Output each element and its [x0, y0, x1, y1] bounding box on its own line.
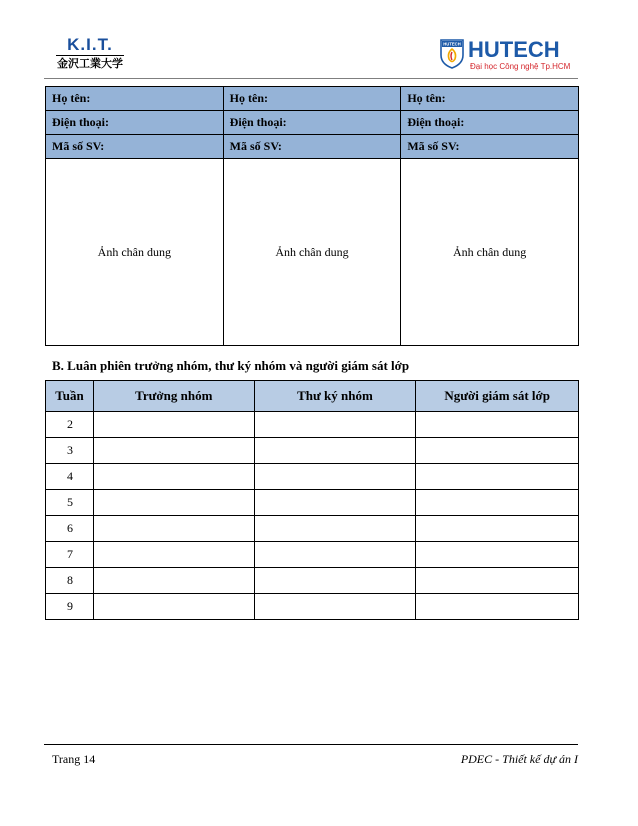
week-number: 7 [46, 542, 94, 568]
supervisor-cell[interactable] [416, 438, 579, 464]
week-number: 8 [46, 568, 94, 594]
phone-label: Điện thoại: [223, 111, 401, 135]
document-title: PDEC - Thiết kế dự án I [460, 752, 578, 766]
student-id-label: Mã số SV: [401, 135, 579, 159]
student-id-label: Mã số SV: [46, 135, 224, 159]
leader-cell[interactable] [93, 412, 254, 438]
leader-cell[interactable] [93, 594, 254, 620]
page-header [44, 36, 578, 78]
week-number: 2 [46, 412, 94, 438]
section-b-title: B. Luân phiên trưởng nhóm, thư ký nhóm và người giám sát lớp [52, 358, 410, 373]
rotation-header-row [46, 381, 579, 412]
hutech-logo-name: HUTECH [468, 37, 560, 62]
week-number: 4 [46, 464, 94, 490]
table-row [46, 490, 579, 516]
secretary-cell[interactable] [254, 438, 416, 464]
secretary-cell[interactable] [254, 412, 416, 438]
week-number: 3 [46, 438, 94, 464]
supervisor-cell[interactable] [416, 516, 579, 542]
leader-cell[interactable] [93, 490, 254, 516]
leader-cell[interactable] [93, 568, 254, 594]
photo-row [46, 159, 579, 346]
table-row [46, 438, 579, 464]
secretary-cell[interactable] [254, 490, 416, 516]
column-header-supervisor: Người giám sát lớp [416, 381, 579, 412]
hutech-shield-icon [440, 39, 464, 69]
name-label: Họ tên: [223, 87, 401, 111]
supervisor-cell[interactable] [416, 490, 579, 516]
secretary-cell[interactable] [254, 568, 416, 594]
supervisor-cell[interactable] [416, 464, 579, 490]
week-number: 6 [46, 516, 94, 542]
table-row [46, 542, 579, 568]
week-number: 9 [46, 594, 94, 620]
hutech-shield-text: HUTECH [443, 41, 461, 47]
member-info-table [45, 86, 579, 346]
footer-rule [44, 744, 578, 745]
student-id-row [46, 135, 579, 159]
name-label: Họ tên: [401, 87, 579, 111]
page-number: Trang 14 [52, 752, 96, 766]
leader-cell[interactable] [93, 542, 254, 568]
supervisor-cell[interactable] [416, 594, 579, 620]
column-header-week: Tuần [46, 381, 94, 412]
secretary-cell[interactable] [254, 542, 416, 568]
hutech-logo [440, 37, 571, 73]
phone-label: Điện thoại: [401, 111, 579, 135]
kit-logo [54, 36, 126, 70]
portrait-placeholder: Ảnh chân dung [401, 159, 579, 346]
column-header-leader: Trưởng nhóm [93, 381, 254, 412]
hutech-logo-subtitle: Đại học Công nghệ Tp.HCM [470, 62, 571, 71]
kit-logo-divider [56, 55, 124, 56]
supervisor-cell[interactable] [416, 542, 579, 568]
supervisor-cell[interactable] [416, 412, 579, 438]
header-rule [44, 78, 578, 79]
rotation-table [45, 380, 579, 620]
phone-label: Điện thoại: [46, 111, 224, 135]
name-label: Họ tên: [46, 87, 224, 111]
portrait-placeholder: Ảnh chân dung [223, 159, 401, 346]
kit-logo-title: K.I.T. [67, 35, 113, 54]
column-header-secretary: Thư ký nhóm [254, 381, 416, 412]
secretary-cell[interactable] [254, 594, 416, 620]
name-row [46, 87, 579, 111]
kit-logo-subtitle: 金沢工業大学 [57, 57, 123, 70]
table-row [46, 516, 579, 542]
table-row [46, 412, 579, 438]
leader-cell[interactable] [93, 516, 254, 542]
supervisor-cell[interactable] [416, 568, 579, 594]
portrait-placeholder: Ảnh chân dung [46, 159, 224, 346]
leader-cell[interactable] [93, 438, 254, 464]
table-row [46, 568, 579, 594]
week-number: 5 [46, 490, 94, 516]
secretary-cell[interactable] [254, 464, 416, 490]
student-id-label: Mã số SV: [223, 135, 401, 159]
table-row [46, 464, 579, 490]
secretary-cell[interactable] [254, 516, 416, 542]
phone-row [46, 111, 579, 135]
leader-cell[interactable] [93, 464, 254, 490]
table-row [46, 594, 579, 620]
